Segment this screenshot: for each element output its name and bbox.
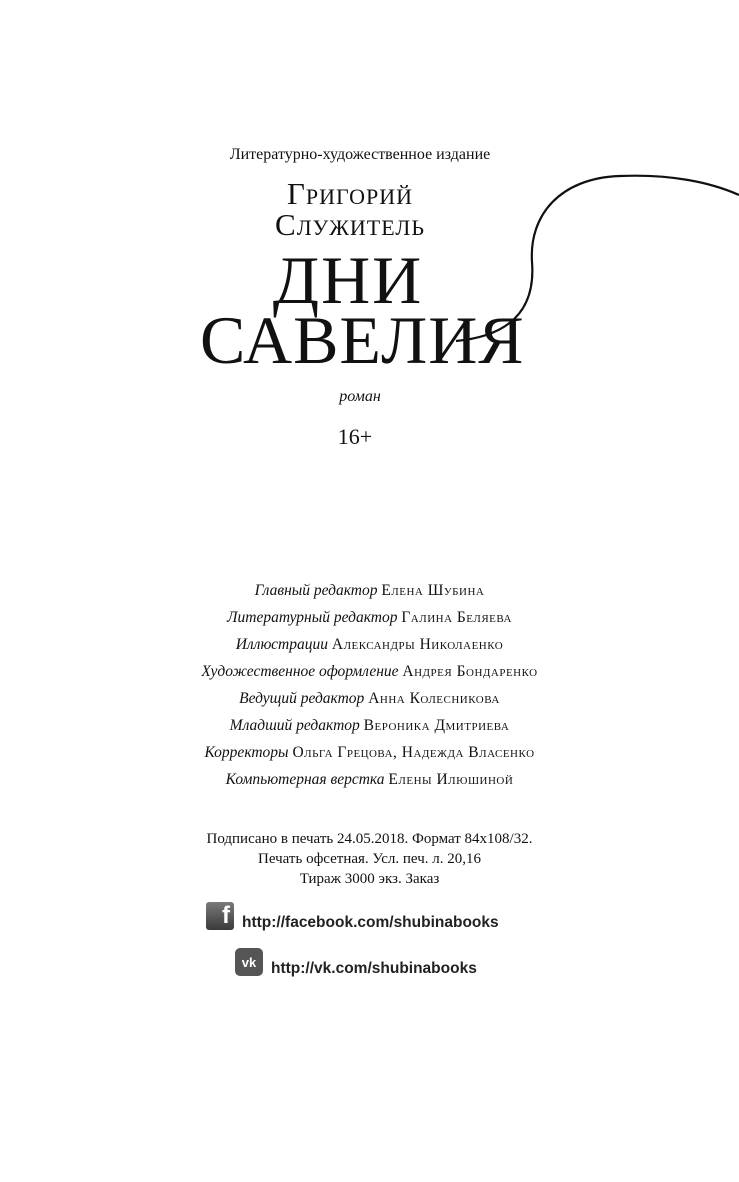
age-rating: 16+ [337,424,373,449]
credit-name: Елена Шубина [381,582,485,599]
genre-label: роман [339,388,381,405]
vk-link[interactable]: http://vk.com/shubinabooks [271,960,477,977]
credit-line [0,712,739,739]
credit-role: Главный редактор [254,582,378,599]
edition-type: Литературно-художественное издание [229,146,491,163]
credits-list [0,577,739,793]
credit-line [0,739,739,766]
credit-role: Корректоры [204,744,289,761]
credit-role: Компьютерная верстка [225,771,385,788]
facebook-link-row [206,900,499,932]
credit-role: Младший редактор [229,717,360,734]
credit-name: Ольга Грецова, Надежда Власенко [292,744,535,761]
credit-role: Литературный редактор [227,609,398,626]
author-first-name: Григорий [286,176,414,211]
credit-name: Андрея Бондаренко [402,663,538,680]
book-title-line1: ДНИ [272,242,424,318]
author-last-name: Служитель [275,207,425,242]
credit-line [0,685,739,712]
credit-name: Анна Колесникова [368,690,500,707]
credit-role: Иллюстрации [235,636,328,653]
credit-line [0,604,739,631]
author-name [255,178,445,240]
credit-name: Галина Беляева [401,609,512,626]
credit-role: Ведущий редактор [239,690,365,707]
vk-icon[interactable]: vk [235,948,263,976]
vk-link-row [235,946,477,978]
credit-line [0,577,739,604]
credit-name: Елены Илюшиной [388,771,514,788]
imprint-line: Печать офсетная. Усл. печ. л. 20,16 [258,851,481,867]
facebook-icon[interactable]: f [206,902,234,930]
credit-name: Вероника Дмитриева [363,717,510,734]
imprint-info [0,829,739,889]
imprint-line: Подписано в печать 24.05.2018. Формат 84x108/32. [206,831,533,847]
credit-role: Художественное оформление [201,663,399,680]
credit-line [0,631,739,658]
facebook-link[interactable]: http://facebook.com/shubinabooks [242,914,499,931]
imprint-line: Тираж 3000 экз. Заказ [299,871,440,887]
book-title-line2: САВЕЛИЯ [200,302,525,378]
credit-name: Александры Николаенко [331,636,504,653]
credit-line [0,766,739,793]
credit-line [0,658,739,685]
